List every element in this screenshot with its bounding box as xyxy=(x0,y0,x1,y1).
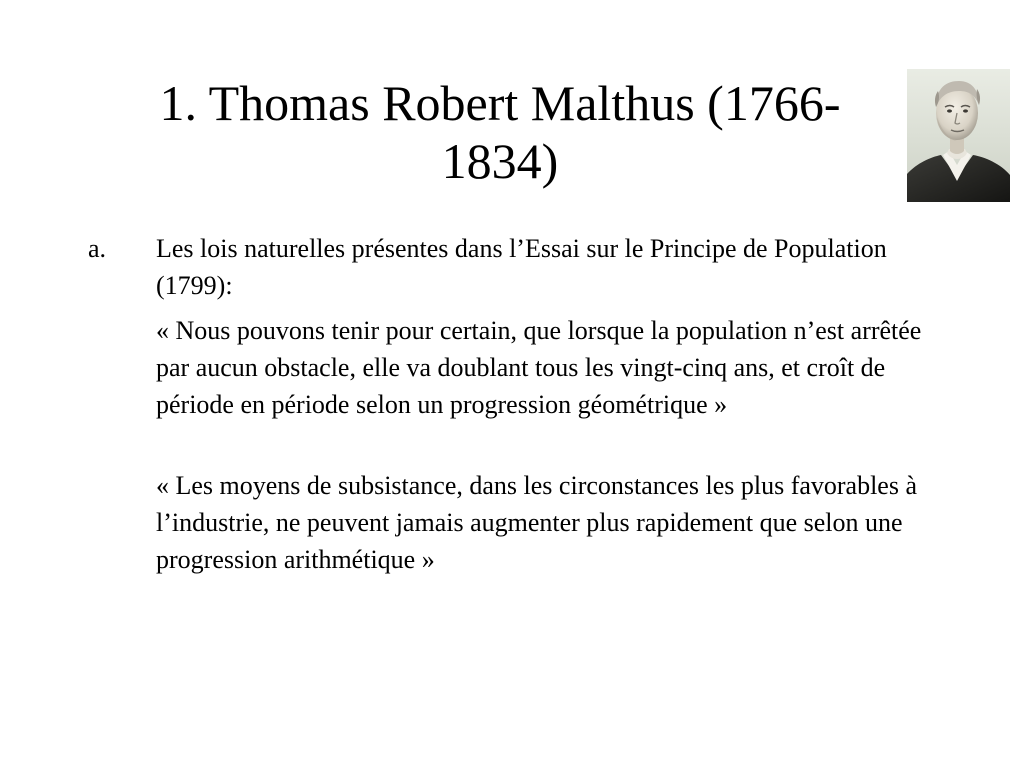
malthus-portrait-image xyxy=(907,69,1010,202)
list-item-text: Les lois naturelles présentes dans l’Essai sur le Principe de Population (1799): xyxy=(156,234,887,300)
portrait-icon xyxy=(907,69,1010,202)
slide-title-line1: 1. Thomas Robert Malthus (1766- xyxy=(159,75,841,131)
slide-body xyxy=(88,230,938,578)
quote-geometric: « Nous pouvons tenir pour certain, que lorsque la population n’est arrêtée par aucun obstacle, elle va doublant tous les vingt-cinq ans, et croît de période en période selon un progression géométrique » xyxy=(156,316,922,419)
slide-title xyxy=(60,74,940,190)
list-marker: a. xyxy=(88,234,107,263)
slide-title-line2: 1834) xyxy=(441,133,559,189)
list-item xyxy=(88,230,938,304)
quote-arithmetic: « Les moyens de subsistance, dans les circonstances les plus favorables à l’industrie, ne peuvent jamais augmenter plus rapidement que selon une progression arithmétique » xyxy=(156,471,918,574)
